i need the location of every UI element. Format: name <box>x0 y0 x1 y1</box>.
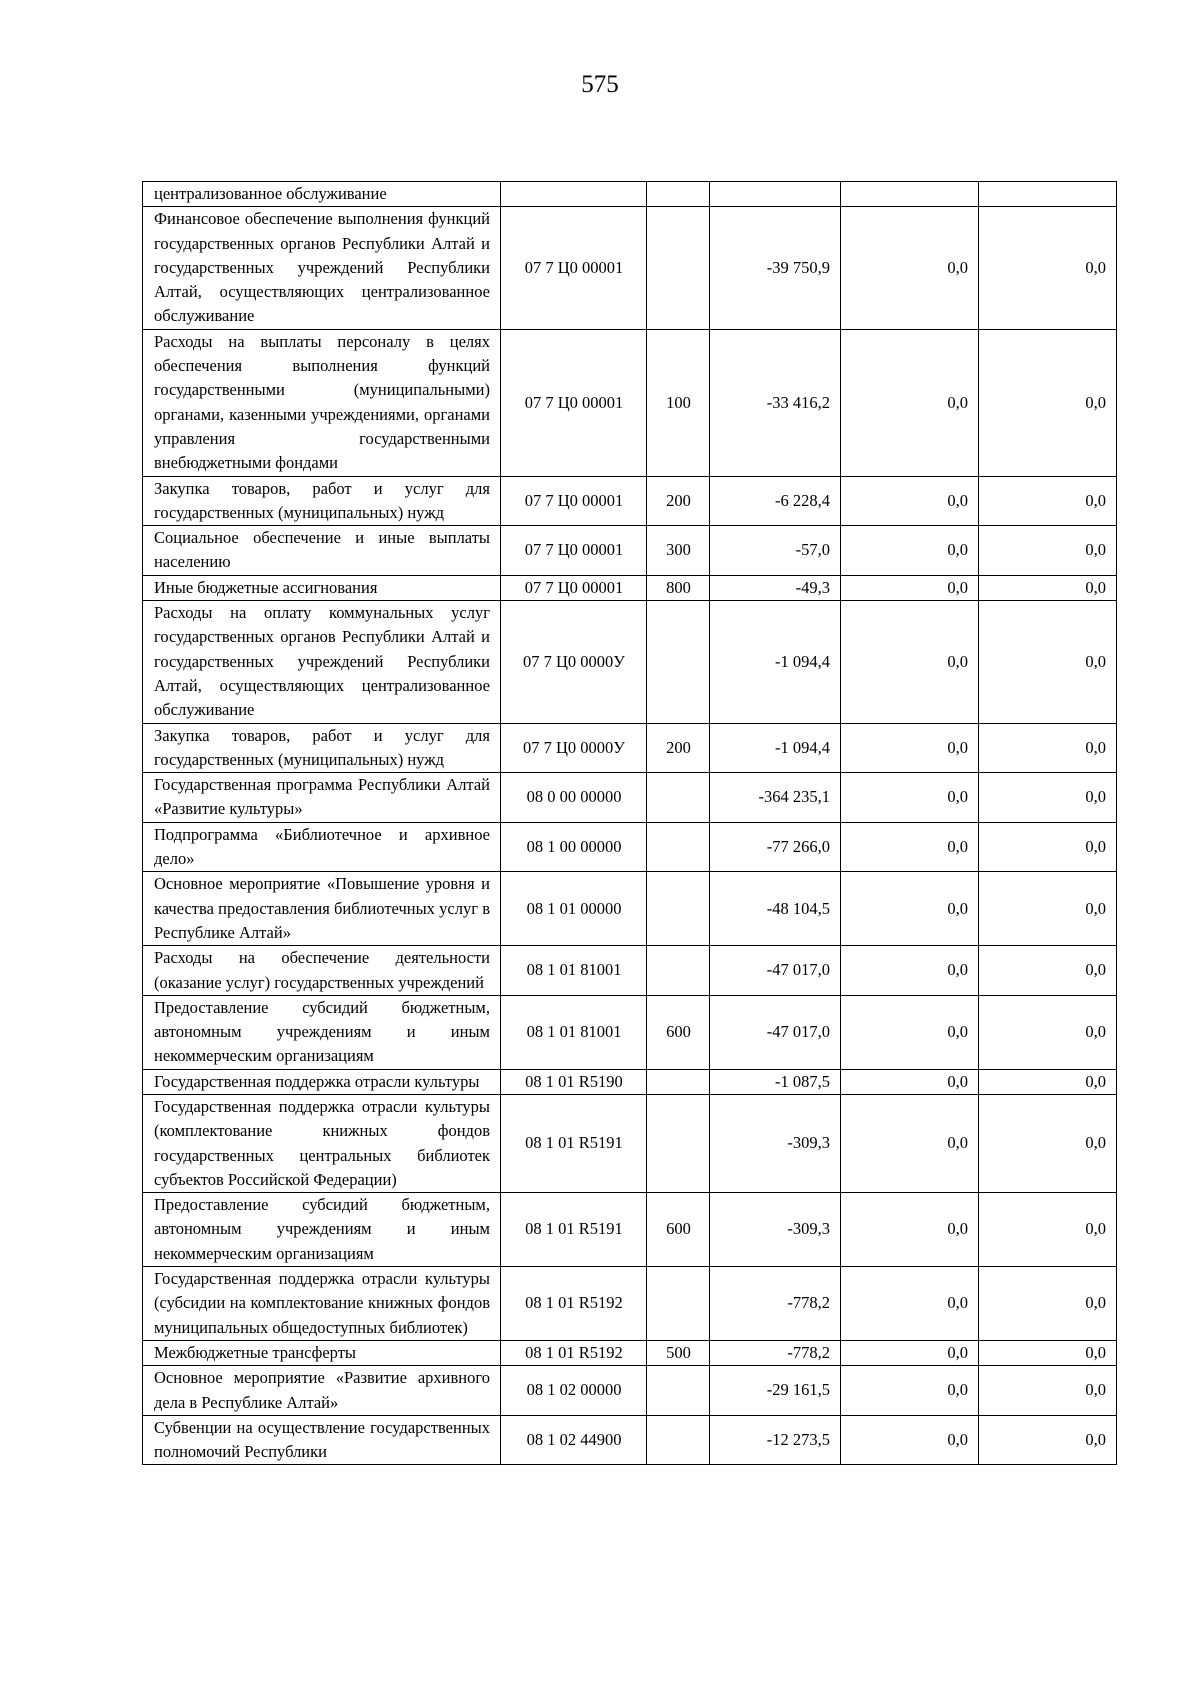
row-amount-2-cell: 0,0 <box>841 773 979 823</box>
row-target-article-cell: 08 1 01 81001 <box>501 995 647 1069</box>
row-amount-3-cell <box>979 182 1117 207</box>
row-target-article-cell: 08 0 00 00000 <box>501 773 647 823</box>
row-amount-2-cell: 0,0 <box>841 822 979 872</box>
row-name-cell: Социальное обеспечение и иные выплаты населению <box>143 526 501 576</box>
row-amount-3-cell: 0,0 <box>979 1415 1117 1465</box>
row-amount-1-cell: -778,2 <box>710 1267 841 1341</box>
row-amount-1-cell: -309,3 <box>710 1094 841 1192</box>
table-row <box>143 182 1117 207</box>
table-row <box>143 207 1117 329</box>
row-amount-2-cell: 0,0 <box>841 601 979 723</box>
row-target-article-cell: 08 1 01 81001 <box>501 946 647 996</box>
row-amount-3-cell: 0,0 <box>979 1340 1117 1365</box>
row-amount-1-cell: -1 094,4 <box>710 601 841 723</box>
row-expense-type-cell <box>647 773 710 823</box>
table-row <box>143 1340 1117 1365</box>
row-name-cell: Основное мероприятие «Развитие архивного дела в Республике Алтай» <box>143 1366 501 1416</box>
row-target-article-cell: 08 1 01 R5192 <box>501 1267 647 1341</box>
table-row <box>143 526 1117 576</box>
row-amount-3-cell: 0,0 <box>979 207 1117 329</box>
table-row <box>143 1366 1117 1416</box>
row-name-cell: Финансовое обеспечение выполнения функций государственных органов Республики Алтай и государственных учреждений Республики Алтай, осуществляющих централизованное обслуживание <box>143 207 501 329</box>
row-expense-type-cell: 800 <box>647 575 710 600</box>
row-target-article-cell: 08 1 01 R5192 <box>501 1340 647 1365</box>
row-name-cell: Предоставление субсидий бюджетным, автономным учреждениям и иным некоммерческим организациям <box>143 995 501 1069</box>
row-name-cell: Государственная поддержка отрасли культуры <box>143 1069 501 1094</box>
row-amount-2-cell: 0,0 <box>841 1340 979 1365</box>
row-expense-type-cell <box>647 1069 710 1094</box>
row-name-cell: Основное мероприятие «Повышение уровня и качества предоставления библиотечных услуг в Республике Алтай» <box>143 872 501 946</box>
row-name-cell: Государственная поддержка отрасли культуры (комплектование книжных фондов государственных центральных библиотек субъектов Российской Федерации) <box>143 1094 501 1192</box>
row-expense-type-cell <box>647 1415 710 1465</box>
row-amount-1-cell: -1 094,4 <box>710 723 841 773</box>
row-target-article-cell: 08 1 02 44900 <box>501 1415 647 1465</box>
row-expense-type-cell: 600 <box>647 1193 710 1267</box>
row-amount-1-cell: -47 017,0 <box>710 995 841 1069</box>
row-expense-type-cell <box>647 207 710 329</box>
table-row <box>143 995 1117 1069</box>
table-row <box>143 773 1117 823</box>
row-amount-1-cell: -77 266,0 <box>710 822 841 872</box>
row-amount-2-cell: 0,0 <box>841 1415 979 1465</box>
row-amount-2-cell: 0,0 <box>841 476 979 526</box>
row-expense-type-cell: 100 <box>647 329 710 476</box>
row-amount-3-cell: 0,0 <box>979 1366 1117 1416</box>
table-row <box>143 1415 1117 1465</box>
row-amount-3-cell: 0,0 <box>979 773 1117 823</box>
row-amount-1-cell: -778,2 <box>710 1340 841 1365</box>
row-name-cell: Расходы на выплаты персоналу в целях обеспечения выполнения функций государственными (муниципальными) органами, казенными учреждениями, органами управления государственными внебюджетными фондами <box>143 329 501 476</box>
row-amount-1-cell: -47 017,0 <box>710 946 841 996</box>
row-amount-1-cell: -33 416,2 <box>710 329 841 476</box>
row-amount-2-cell: 0,0 <box>841 1366 979 1416</box>
budget-table <box>142 181 1117 1465</box>
row-amount-2-cell: 0,0 <box>841 1193 979 1267</box>
row-name-cell: Государственная поддержка отрасли культуры (субсидии на комплектование книжных фондов муниципальных общедоступных библиотек) <box>143 1267 501 1341</box>
row-expense-type-cell <box>647 601 710 723</box>
budget-table-body <box>143 182 1117 1465</box>
row-amount-2-cell: 0,0 <box>841 723 979 773</box>
row-amount-3-cell: 0,0 <box>979 946 1117 996</box>
row-expense-type-cell <box>647 1267 710 1341</box>
row-amount-3-cell: 0,0 <box>979 822 1117 872</box>
table-row <box>143 575 1117 600</box>
row-expense-type-cell: 200 <box>647 723 710 773</box>
table-row <box>143 1193 1117 1267</box>
row-target-article-cell: 08 1 01 R5191 <box>501 1193 647 1267</box>
row-expense-type-cell: 600 <box>647 995 710 1069</box>
row-expense-type-cell <box>647 872 710 946</box>
table-row <box>143 1267 1117 1341</box>
row-amount-1-cell: -39 750,9 <box>710 207 841 329</box>
row-amount-1-cell: -48 104,5 <box>710 872 841 946</box>
row-amount-1-cell: -29 161,5 <box>710 1366 841 1416</box>
row-name-cell: Иные бюджетные ассигнования <box>143 575 501 600</box>
row-amount-3-cell: 0,0 <box>979 1069 1117 1094</box>
row-target-article-cell: 08 1 01 R5191 <box>501 1094 647 1192</box>
row-expense-type-cell: 200 <box>647 476 710 526</box>
page-number: 575 <box>581 71 619 98</box>
row-amount-2-cell <box>841 182 979 207</box>
table-row <box>143 946 1117 996</box>
row-expense-type-cell <box>647 946 710 996</box>
table-row <box>143 601 1117 723</box>
row-target-article-cell: 07 7 Ц0 00001 <box>501 526 647 576</box>
row-target-article-cell: 07 7 Ц0 00001 <box>501 575 647 600</box>
row-target-article-cell: 07 7 Ц0 00001 <box>501 476 647 526</box>
row-expense-type-cell: 300 <box>647 526 710 576</box>
row-expense-type-cell: 500 <box>647 1340 710 1365</box>
row-target-article-cell: 08 1 01 00000 <box>501 872 647 946</box>
row-name-cell: Государственная программа Республики Алтай «Развитие культуры» <box>143 773 501 823</box>
row-amount-1-cell: -57,0 <box>710 526 841 576</box>
row-amount-3-cell: 0,0 <box>979 476 1117 526</box>
row-amount-2-cell: 0,0 <box>841 207 979 329</box>
row-expense-type-cell <box>647 1366 710 1416</box>
row-amount-2-cell: 0,0 <box>841 995 979 1069</box>
table-row <box>143 1094 1117 1192</box>
row-amount-1-cell <box>710 182 841 207</box>
row-amount-2-cell: 0,0 <box>841 575 979 600</box>
row-expense-type-cell <box>647 182 710 207</box>
row-amount-2-cell: 0,0 <box>841 1267 979 1341</box>
table-row <box>143 1069 1117 1094</box>
row-name-cell: Расходы на оплату коммунальных услуг государственных органов Республики Алтай и государственных учреждений Республики Алтай, осуществляющих централизованное обслуживание <box>143 601 501 723</box>
row-amount-2-cell: 0,0 <box>841 946 979 996</box>
row-amount-1-cell: -6 228,4 <box>710 476 841 526</box>
row-name-cell: Подпрограмма «Библиотечное и архивное дело» <box>143 822 501 872</box>
row-amount-2-cell: 0,0 <box>841 1094 979 1192</box>
row-amount-3-cell: 0,0 <box>979 329 1117 476</box>
row-name-cell: Предоставление субсидий бюджетным, автономным учреждениям и иным некоммерческим организациям <box>143 1193 501 1267</box>
row-amount-2-cell: 0,0 <box>841 872 979 946</box>
row-amount-3-cell: 0,0 <box>979 723 1117 773</box>
row-name-cell: Субвенции на осуществление государственных полномочий Республики <box>143 1415 501 1465</box>
row-amount-1-cell: -49,3 <box>710 575 841 600</box>
row-name-cell: централизованное обслуживание <box>143 182 501 207</box>
row-amount-3-cell: 0,0 <box>979 1193 1117 1267</box>
table-row <box>143 476 1117 526</box>
row-amount-3-cell: 0,0 <box>979 575 1117 600</box>
row-expense-type-cell <box>647 822 710 872</box>
row-amount-3-cell: 0,0 <box>979 995 1117 1069</box>
row-amount-3-cell: 0,0 <box>979 526 1117 576</box>
table-row <box>143 723 1117 773</box>
row-amount-3-cell: 0,0 <box>979 872 1117 946</box>
row-amount-1-cell: -1 087,5 <box>710 1069 841 1094</box>
row-amount-2-cell: 0,0 <box>841 1069 979 1094</box>
row-name-cell: Расходы на обеспечение деятельности (оказание услуг) государственных учреждений <box>143 946 501 996</box>
row-target-article-cell: 07 7 Ц0 0000У <box>501 601 647 723</box>
row-amount-2-cell: 0,0 <box>841 526 979 576</box>
row-name-cell: Закупка товаров, работ и услуг для государственных (муниципальных) нужд <box>143 723 501 773</box>
row-amount-2-cell: 0,0 <box>841 329 979 476</box>
row-amount-1-cell: -364 235,1 <box>710 773 841 823</box>
table-row <box>143 872 1117 946</box>
row-target-article-cell: 08 1 02 00000 <box>501 1366 647 1416</box>
row-name-cell: Межбюджетные трансферты <box>143 1340 501 1365</box>
row-target-article-cell: 07 7 Ц0 0000У <box>501 723 647 773</box>
row-amount-3-cell: 0,0 <box>979 1267 1117 1341</box>
table-row <box>143 822 1117 872</box>
row-amount-1-cell: -12 273,5 <box>710 1415 841 1465</box>
row-target-article-cell: 07 7 Ц0 00001 <box>501 207 647 329</box>
row-target-article-cell: 08 1 01 R5190 <box>501 1069 647 1094</box>
row-target-article-cell: 08 1 00 00000 <box>501 822 647 872</box>
row-amount-1-cell: -309,3 <box>710 1193 841 1267</box>
row-amount-3-cell: 0,0 <box>979 601 1117 723</box>
row-target-article-cell: 07 7 Ц0 00001 <box>501 329 647 476</box>
row-target-article-cell <box>501 182 647 207</box>
row-amount-3-cell: 0,0 <box>979 1094 1117 1192</box>
row-expense-type-cell <box>647 1094 710 1192</box>
row-name-cell: Закупка товаров, работ и услуг для государственных (муниципальных) нужд <box>143 476 501 526</box>
table-row <box>143 329 1117 476</box>
